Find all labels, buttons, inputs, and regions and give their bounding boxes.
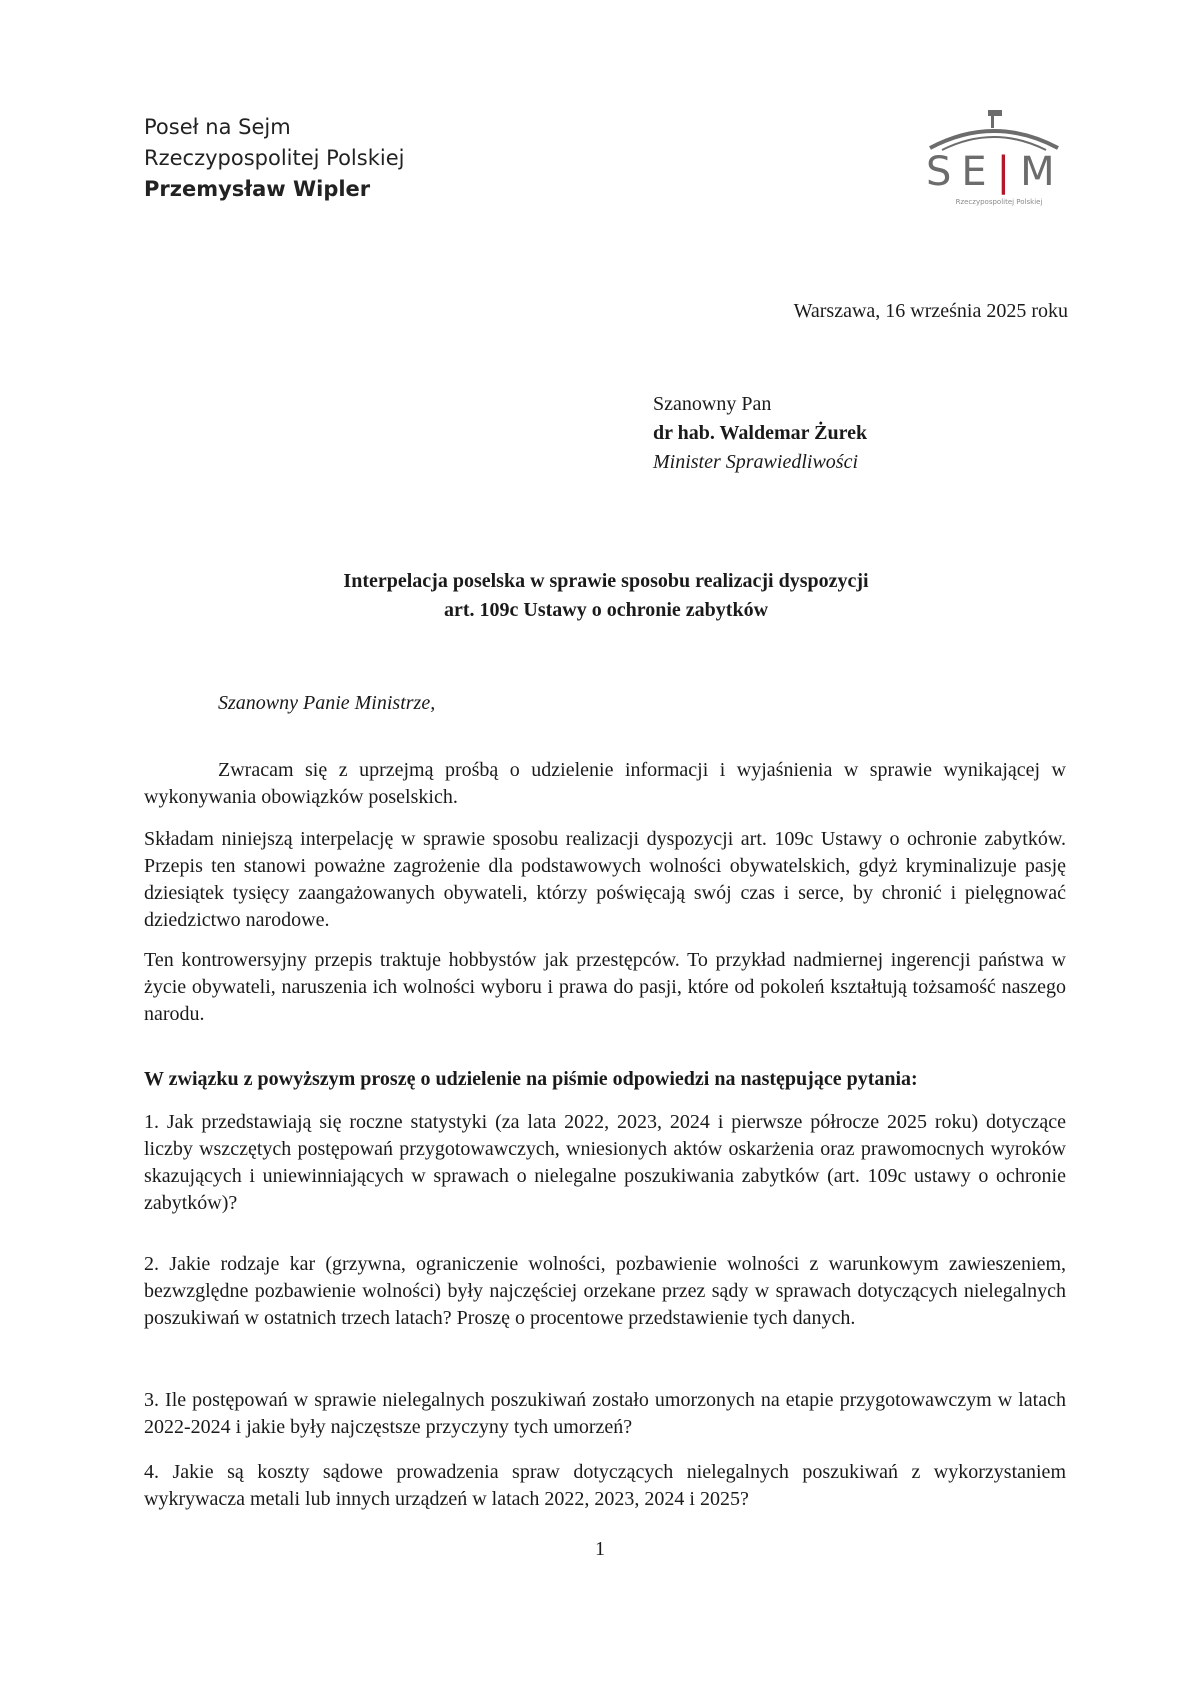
sejm-building-icon	[918, 108, 1070, 152]
addressee-block	[653, 390, 867, 477]
document-title-line-1: Interpelacja poselska w sprawie sposobu realizacji dyspozycji	[343, 570, 869, 592]
addressee-role: Minister Sprawiedliwości	[653, 451, 858, 473]
question-item: 2. Jakie rodzaje kar (grzywna, ograniczenie wolności, pozbawienie wolności z warunkowym zawieszeniem, bezwzględne pozbawienie wolności) były najczęściej orzekane przez sądy w sprawach dotyczących nielegalnych poszukiwań w ostatnich trzech latach? Proszę o procentowe przedstawienie tych danych.	[144, 1253, 1066, 1329]
page-number: 1	[595, 1538, 605, 1560]
question-item: 4. Jakie są koszty sądowe prowadzenia spraw dotyczących nielegalnych poszukiwań z wykorzystaniem wykrywacza metali lub innych urządzeń w latach 2022, 2023, 2024 i 2025?	[144, 1461, 1066, 1510]
sejm-wordmark-bar: |	[996, 149, 1021, 195]
sejm-logo-subtitle: Rzeczypospolitej Polskiej	[955, 198, 1043, 206]
document-title	[144, 567, 1068, 625]
question-item: 3. Ile postępowań w sprawie nielegalnych poszukiwań zostało umorzonych na etapie przygotowawczym w latach 2022-2024 i jakie były najczęstsze przyczyny tych umorzeń?	[144, 1389, 1066, 1438]
document-title-line-2: art. 109c Ustawy o ochronie zabytków	[443, 599, 769, 621]
question-item: 1. Jak przedstawiają się roczne statystyki (za lata 2022, 2023, 2024 i pierwsze półrocze 2025 roku) dotyczące liczby wszczętych postępowań przygotowawczych, wniesionych aktów oskarżenia oraz prawomocnych wyroków skazujących i uniewinniających w sprawach o nielegalne poszukiwania zabytków (art. 109c ustawy o ochronie zabytków)?	[144, 1111, 1066, 1214]
addressee-name: dr hab. Waldemar Żurek	[653, 422, 868, 444]
greeting: Szanowny Panie Ministrze,	[218, 692, 436, 714]
body-paragraph: Ten kontrowersyjny przepis traktuje hobbystów jak przestępców. To przykład nadmiernej ingerencji państwa w życie obywateli, naruszenia ich wolności wyboru i prawa do pasji, które od pokoleń kształtują tożsamość naszego narodu.	[144, 949, 1066, 1025]
sender-block	[144, 112, 404, 205]
questions-intro: W związku z powyższym proszę o udzielenie na piśmie odpowiedzi na następujące pytania:	[144, 1068, 918, 1090]
sender-line-1: Poseł na Sejm	[144, 115, 291, 139]
letter-date: Warszawa, 16 września 2025 roku	[793, 300, 1068, 322]
addressee-salutation: Szanowny Pan	[653, 393, 772, 415]
sejm-wordmark-right: M	[1020, 149, 1065, 195]
body-paragraph: Składam niniejszą interpelację w sprawie sposobu realizacji dyspozycji art. 109c Ustawy o ochronie zabytków. Przepis ten stanowi poważne zagrożenie dla podstawowych wolności obywatelskich, gdyż kryminalizuje pasję dziesiątek tysięcy zaangażowanych obywateli, którzy poświęcają swój czas i serce, by chronić i pielęgnować dziedzictwo narodowe.	[144, 828, 1066, 931]
sejm-wordmark	[926, 150, 1066, 194]
sender-line-2: Rzeczypospolitej Polskiej	[144, 146, 405, 170]
sejm-wordmark-left: SE	[926, 149, 997, 195]
sender-name: Przemysław Wipler	[144, 177, 371, 201]
body-paragraph: Zwracam się z uprzejmą prośbą o udzielenie informacji i wyjaśnienia w sprawie wynikającej w wykonywania obowiązków poselskich.	[144, 759, 1066, 808]
sejm-logo	[918, 108, 1070, 212]
